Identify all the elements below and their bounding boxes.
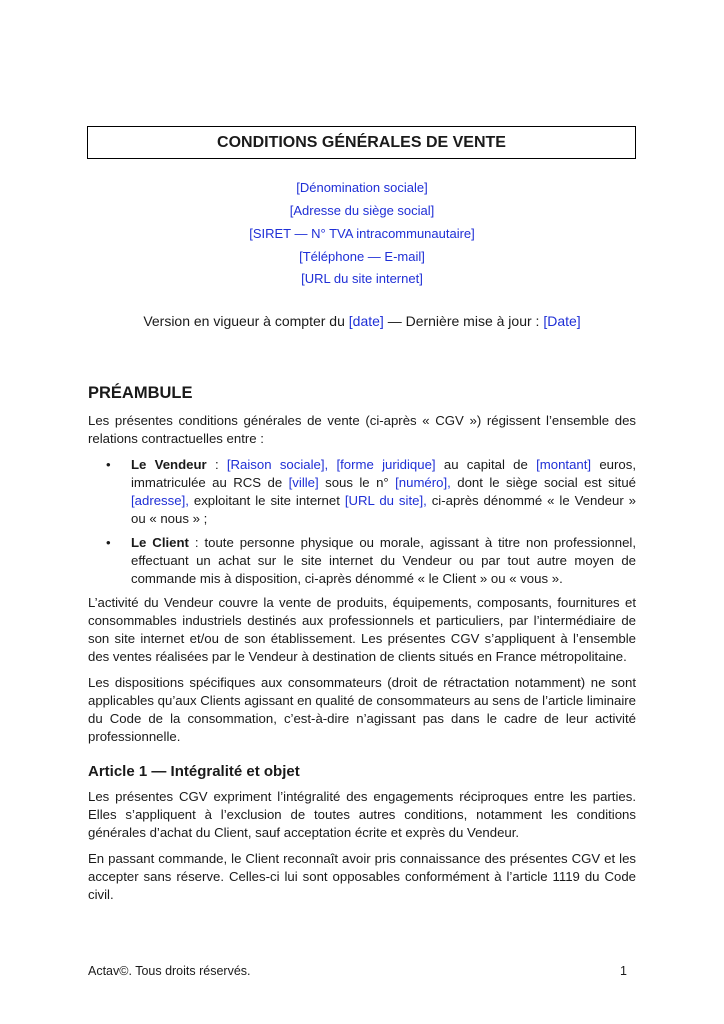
article-1-heading: Article 1 — Intégralité et objet [88, 763, 300, 780]
preambule-consumer-paragraph: Les dispositions spécifiques aux consommateurs (droit de rétractation notamment) ne sont applicables qu’aux Clients agissant en qualité de consommateurs au sens de l’article liminaire du Code de la consommation, c’est-à-dire n’agissant pas dans le cadre de leur activité professionnelle. [88, 675, 636, 744]
article-1-paragraph-2: En passant commande, le Client reconnaît avoir pris connaissance des présentes CGV et les accepter sans réserve. Celles-ci lui sont opposables conformément à l’article 1119 du Code civil. [88, 851, 636, 902]
vendeur-text: au capital de [435, 457, 537, 472]
document-body [88, 382, 636, 912]
parties-list [88, 456, 636, 588]
version-line [0, 313, 724, 329]
company-siret-placeholder: [SIRET — N° TVA intracommunautaire] [249, 226, 475, 241]
company-address-placeholder: [Adresse du siège social] [289, 203, 435, 218]
update-date-placeholder: [Date] [543, 313, 581, 329]
company-contact-placeholder: [Téléphone — E-mail] [299, 249, 425, 264]
vendeur-text: exploitant le site internet [188, 493, 345, 508]
preambule-intro: Les présentes conditions générales de vente (ci-après « CGV ») régissent l’ensemble des relations contractuelles entre : [88, 413, 636, 446]
ville-placeholder: [ville] [288, 475, 319, 490]
client-label: Le Client [131, 535, 189, 550]
company-url-placeholder: [URL du site internet] [301, 271, 423, 286]
adresse-placeholder: [adresse], [131, 493, 189, 508]
version-date-placeholder: [date] [348, 313, 384, 329]
footer-copyright: Actav©. Tous droits réservés. [88, 964, 251, 978]
vendeur-text: dont le siège social est situé [450, 475, 636, 490]
vendeur-text: : [206, 457, 227, 472]
preambule-heading: PRÉAMBULE [88, 384, 193, 402]
montant-placeholder: [montant] [536, 457, 592, 472]
client-text: : toute personne physique ou morale, agissant à titre non professionnel, effectuant un achat sur le site internet du Vendeur ou par tout autre moyen de commande mis à disposition, ci-après dénommé « le Client » ou « vous ». [131, 535, 637, 586]
raison-sociale-placeholder: [Raison sociale], [forme juridique] [226, 457, 436, 472]
document-title-box [87, 126, 636, 159]
document-title: CONDITIONS GÉNÉRALES DE VENTE [217, 133, 506, 151]
list-item-client [88, 534, 636, 588]
vendeur-text: euros, immatriculée au RCS de [131, 457, 636, 490]
numero-placeholder: [numéro], [395, 475, 451, 490]
url-site-placeholder: [URL du site], [344, 493, 427, 508]
bullet-icon: • [106, 457, 111, 472]
vendeur-text: ci-après dénommé « le Vendeur » ou « nous » ; [131, 493, 637, 526]
vendeur-label: Le Vendeur [131, 457, 207, 472]
version-middle: — Dernière mise à jour : [383, 313, 544, 329]
preambule-activity-paragraph: L’activité du Vendeur couvre la vente de produits, équipements, composants, fournitures et consommables industriels destinés aux professionnels et particuliers, par l’intermédiaire de son site internet et/ou de son établissement. Les présentes CGV s’appliquent à l’ensemble des ventes réalisées par le Vendeur à destination de clients situés en France métropolitaine. [88, 595, 636, 664]
company-name-placeholder: [Dénomination sociale] [296, 180, 428, 195]
vendeur-text: sous le n° [318, 475, 396, 490]
page-number: 1 [620, 964, 627, 978]
bullet-icon: • [106, 535, 111, 550]
article-1-paragraph-1: Les présentes CGV expriment l’intégralité des engagements réciproques entre les parties. Elles s’appliquent à l’exclusion de toutes autres conditions, notamment les conditions générales d’achat du Client, sauf acceptation écrite et exprès du Vendeur. [88, 789, 636, 840]
version-prefix: Version en vigueur à compter du [143, 313, 349, 329]
list-item-vendeur [88, 456, 636, 528]
